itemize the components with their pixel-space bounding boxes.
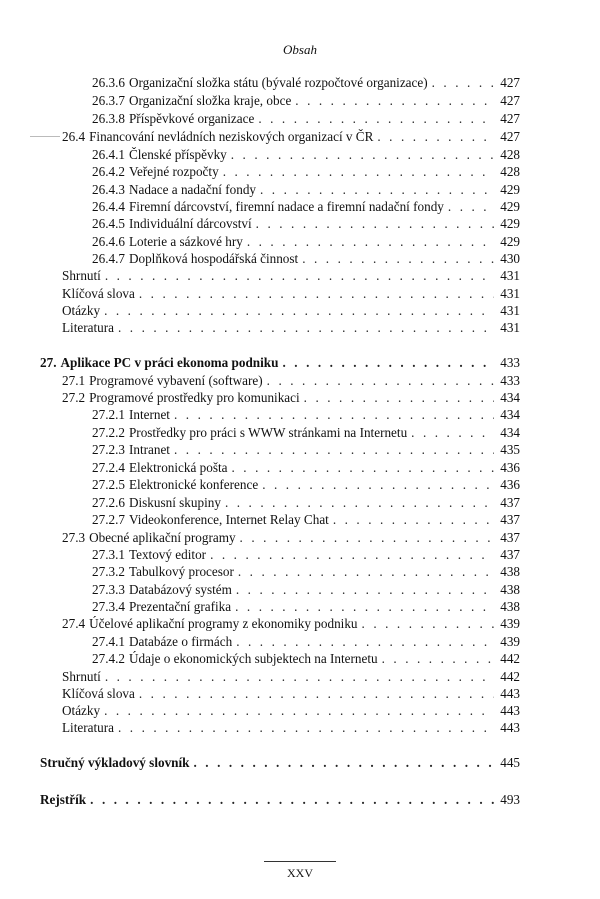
toc-entry-title: Loterie a sázkové hry xyxy=(128,234,243,249)
toc-leader-dots xyxy=(235,598,494,615)
toc-leader-dots xyxy=(247,233,494,250)
toc-entry-page: 439 xyxy=(500,616,520,631)
toc-entry-page: 438 xyxy=(500,599,520,614)
toc-entry xyxy=(62,719,520,736)
toc-entry-title: Prezentační grafika xyxy=(128,599,232,614)
toc-entry-number: 27.2.6 xyxy=(92,495,125,510)
toc-leader-dots xyxy=(236,581,494,598)
toc-leader-dots xyxy=(238,563,494,580)
toc-leader-dots xyxy=(432,74,494,91)
toc-entry-title: Příspěvkové organizace xyxy=(128,111,255,126)
toc-entry xyxy=(92,650,520,667)
toc-leader-dots xyxy=(282,354,494,371)
toc-entry-number: 27.2.3 xyxy=(92,442,125,457)
toc-entry xyxy=(62,685,520,702)
toc-entry xyxy=(62,319,520,336)
toc-entry-title: Klíčová slova xyxy=(62,286,135,301)
toc-entry xyxy=(92,563,520,580)
toc-entry-number: 27.2.4 xyxy=(92,460,125,475)
toc-entry-page: 442 xyxy=(500,651,520,666)
toc-entry-page: 438 xyxy=(500,582,520,597)
toc-entry xyxy=(92,459,520,476)
toc-leader-dots xyxy=(194,754,495,771)
toc-entry-title: Shrnutí xyxy=(62,268,101,283)
toc-entry-number: 26.4.7 xyxy=(92,251,125,266)
toc-entry-page: 427 xyxy=(500,93,520,108)
toc-entry-page: 442 xyxy=(500,669,520,684)
toc-entry-number: 27.2.7 xyxy=(92,512,125,527)
toc-leader-dots xyxy=(333,511,494,528)
margin-mark xyxy=(30,136,60,137)
toc-entry-page: 431 xyxy=(500,286,520,301)
footer-rule xyxy=(264,861,336,862)
toc-entry-page: 429 xyxy=(500,216,520,231)
toc-entry-number: 27.4.1 xyxy=(92,634,125,649)
toc-entry-title: Databázový systém xyxy=(128,582,232,597)
toc-entry-title: Firemní dárcovství, firemní nadace a firemní nadační fondy xyxy=(128,199,444,214)
toc-entry-title: Rejstřík xyxy=(40,792,87,807)
toc-entry-title: Programové prostředky pro komunikaci xyxy=(89,390,300,405)
toc-entry xyxy=(62,529,520,546)
toc-entry-title: Internet xyxy=(128,407,170,422)
page-number: XXV xyxy=(287,866,313,880)
toc-entry xyxy=(62,128,520,145)
toc-entry-title: Údaje o ekonomických subjektech na Internetu xyxy=(128,651,378,666)
toc-leader-dots xyxy=(262,476,494,493)
toc-entry-title: Tabulkový procesor xyxy=(128,564,234,579)
toc-entry-page: 431 xyxy=(500,303,520,318)
toc-leader-dots xyxy=(236,633,494,650)
toc-entry xyxy=(92,441,520,458)
toc-entry-title: Shrnutí xyxy=(62,669,101,684)
toc-entry xyxy=(92,181,520,198)
toc-entry-page: 437 xyxy=(500,512,520,527)
toc-entry-page: 430 xyxy=(500,251,520,266)
toc-entry-title: Videokonference, Internet Relay Chat xyxy=(128,512,329,527)
toc-entry-page: 431 xyxy=(500,268,520,283)
toc-entry xyxy=(92,198,520,215)
toc-entry-page: 439 xyxy=(500,634,520,649)
toc-entry xyxy=(92,511,520,528)
toc-entry xyxy=(92,233,520,250)
toc-entry-page: 438 xyxy=(500,564,520,579)
toc-entry-number: 26.3.8 xyxy=(92,111,125,126)
toc-entry-number: 27.2.5 xyxy=(92,477,125,492)
toc-entry-title: Otázky xyxy=(62,303,101,318)
toc-entry-number: 27.4.2 xyxy=(92,651,125,666)
toc-entry-page: 436 xyxy=(500,477,520,492)
toc-leader-dots xyxy=(256,215,494,232)
toc-entry-page: 434 xyxy=(500,407,520,422)
toc-entry xyxy=(62,702,520,719)
toc-leader-dots xyxy=(90,791,494,808)
toc-entry-page: 434 xyxy=(500,390,520,405)
toc-entry-title: Diskusní skupiny xyxy=(128,495,221,510)
toc-entry-page: 437 xyxy=(500,495,520,510)
toc-entry-title: Databáze o firmách xyxy=(128,634,233,649)
toc-leader-dots xyxy=(231,146,494,163)
toc-entry-title: Individuální dárcovství xyxy=(128,216,252,231)
toc-entry-number: 27.4 xyxy=(62,616,86,631)
toc-leader-dots xyxy=(240,529,494,546)
toc-entry-number: 27. xyxy=(40,355,57,370)
toc-entry xyxy=(62,668,520,685)
toc-entry-title: Programové vybavení (software) xyxy=(89,373,263,388)
toc-entry-page: 429 xyxy=(500,199,520,214)
toc-entry xyxy=(40,791,520,808)
toc-entry-number: 26.4.2 xyxy=(92,164,125,179)
toc-leader-dots xyxy=(104,302,494,319)
toc-entry-title: Otázky xyxy=(62,703,101,718)
toc-entry-number: 27.2.2 xyxy=(92,425,125,440)
toc-entry-title: Členské příspěvky xyxy=(128,147,227,162)
toc-entry xyxy=(40,354,520,371)
toc-entry-title: Stručný výkladový slovník xyxy=(40,755,190,770)
toc-leader-dots xyxy=(225,494,494,511)
toc-leader-dots xyxy=(105,267,494,284)
toc-entry-title: Literatura xyxy=(62,720,114,735)
toc-entry-title: Literatura xyxy=(62,320,114,335)
toc-leader-dots xyxy=(295,92,494,109)
toc-leader-dots xyxy=(302,250,494,267)
toc-entry xyxy=(92,476,520,493)
toc-entry-number: 26.4.1 xyxy=(92,147,125,162)
toc-leader-dots xyxy=(118,319,494,336)
toc-entry-title: Prostředky pro práci s WWW stránkami na Internetu xyxy=(128,425,408,440)
toc-entry-number: 26.3.6 xyxy=(92,75,125,90)
toc-entry-number: 27.3.4 xyxy=(92,599,125,614)
toc-entry-title: Účelové aplikační programy z ekonomiky podniku xyxy=(89,616,358,631)
toc-entry xyxy=(92,146,520,163)
toc-entry xyxy=(62,615,520,632)
toc-entry-number: 26.4 xyxy=(62,129,86,144)
toc-leader-dots xyxy=(362,615,494,632)
toc-entry-title: Financování nevládních neziskových organizací v ČR xyxy=(89,129,374,144)
toc-entry xyxy=(62,267,520,284)
toc-entry-title: Organizační složka kraje, obce xyxy=(128,93,292,108)
toc-entry-page: 437 xyxy=(500,530,520,545)
toc-leader-dots xyxy=(139,685,494,702)
toc-entry-title: Intranet xyxy=(128,442,170,457)
toc-entry xyxy=(92,250,520,267)
toc-entry xyxy=(92,92,520,109)
toc-entry-page: 429 xyxy=(500,182,520,197)
toc-entry-page: 431 xyxy=(500,320,520,335)
toc-entry-page: 427 xyxy=(500,129,520,144)
toc-leader-dots xyxy=(377,128,494,145)
toc-leader-dots xyxy=(267,372,494,389)
toc-entry-number: 27.3 xyxy=(62,530,86,545)
toc-entry xyxy=(40,754,520,771)
toc-entry-title: Textový editor xyxy=(128,547,207,562)
toc-leader-dots xyxy=(382,650,494,667)
toc-leader-dots xyxy=(231,459,494,476)
toc-entry-number: 27.3.3 xyxy=(92,582,125,597)
toc-entry-number: 26.4.6 xyxy=(92,234,125,249)
toc-entry-number: 26.3.7 xyxy=(92,93,125,108)
toc-entry xyxy=(92,546,520,563)
toc-entry-number: 27.3.2 xyxy=(92,564,125,579)
toc-entry xyxy=(92,406,520,423)
toc-entry xyxy=(92,581,520,598)
toc-entry xyxy=(92,74,520,91)
toc-leader-dots xyxy=(223,163,494,180)
toc-entry-number: 26.4.4 xyxy=(92,199,125,214)
toc-leader-dots xyxy=(105,668,494,685)
running-header: Obsah xyxy=(283,42,317,57)
toc-entry-number: 26.4.3 xyxy=(92,182,125,197)
toc-entry xyxy=(92,598,520,615)
toc-entry-title: Nadace a nadační fondy xyxy=(128,182,257,197)
toc-entry xyxy=(62,285,520,302)
toc-entry-title: Doplňková hospodářská činnost xyxy=(128,251,299,266)
toc-entry-title: Veřejné rozpočty xyxy=(128,164,219,179)
toc-entry-title: Organizační složka státu (bývalé rozpočtové organizace) xyxy=(128,75,428,90)
toc-entry-page: 428 xyxy=(500,147,520,162)
toc-leader-dots xyxy=(210,546,494,563)
toc-entry xyxy=(92,494,520,511)
toc-leader-dots xyxy=(260,181,494,198)
toc-entry xyxy=(92,215,520,232)
toc-entry-title: Aplikace PC v práci ekonoma podniku xyxy=(60,355,279,370)
toc-entry-page: 428 xyxy=(500,164,520,179)
toc-entry xyxy=(92,163,520,180)
toc-leader-dots xyxy=(448,198,494,215)
toc-leader-dots xyxy=(258,110,494,127)
toc-entry-number: 27.2 xyxy=(62,390,86,405)
toc-entry-number: 27.2.1 xyxy=(92,407,125,422)
toc-entry-page: 433 xyxy=(500,373,520,388)
toc-entry-page: 427 xyxy=(500,75,520,90)
toc-entry-page: 443 xyxy=(500,720,520,735)
toc-entry-page: 445 xyxy=(500,755,520,770)
toc-entry-page: 429 xyxy=(500,234,520,249)
toc-leader-dots xyxy=(304,389,494,406)
toc-entry-page: 433 xyxy=(500,355,520,370)
toc-leader-dots xyxy=(411,424,494,441)
toc-entry-number: 27.1 xyxy=(62,373,86,388)
toc-entry-title: Obecné aplikační programy xyxy=(89,530,236,545)
toc-entry-page: 434 xyxy=(500,425,520,440)
toc-entry xyxy=(62,302,520,319)
toc-entry-page: 493 xyxy=(500,792,520,807)
toc-entry xyxy=(92,633,520,650)
toc-entry xyxy=(62,389,520,406)
toc-entry-title: Elektronická pošta xyxy=(128,460,228,475)
toc-leader-dots xyxy=(118,719,494,736)
toc-entry xyxy=(62,372,520,389)
toc-entry-page: 437 xyxy=(500,547,520,562)
toc-entry-number: 27.3.1 xyxy=(92,547,125,562)
toc-entry-title: Klíčová slova xyxy=(62,686,135,701)
toc-entry-page: 443 xyxy=(500,703,520,718)
toc-leader-dots xyxy=(104,702,494,719)
toc-entry-page: 443 xyxy=(500,686,520,701)
toc-leader-dots xyxy=(139,285,494,302)
toc-entry xyxy=(92,110,520,127)
toc-leader-dots xyxy=(174,441,494,458)
toc-entry-page: 427 xyxy=(500,111,520,126)
toc-entry-number: 26.4.5 xyxy=(92,216,125,231)
toc-leader-dots xyxy=(174,406,494,423)
toc-entry-page: 436 xyxy=(500,460,520,475)
toc-entry-title: Elektronické konference xyxy=(128,477,259,492)
toc-entry-page: 435 xyxy=(500,442,520,457)
toc-entry xyxy=(92,424,520,441)
